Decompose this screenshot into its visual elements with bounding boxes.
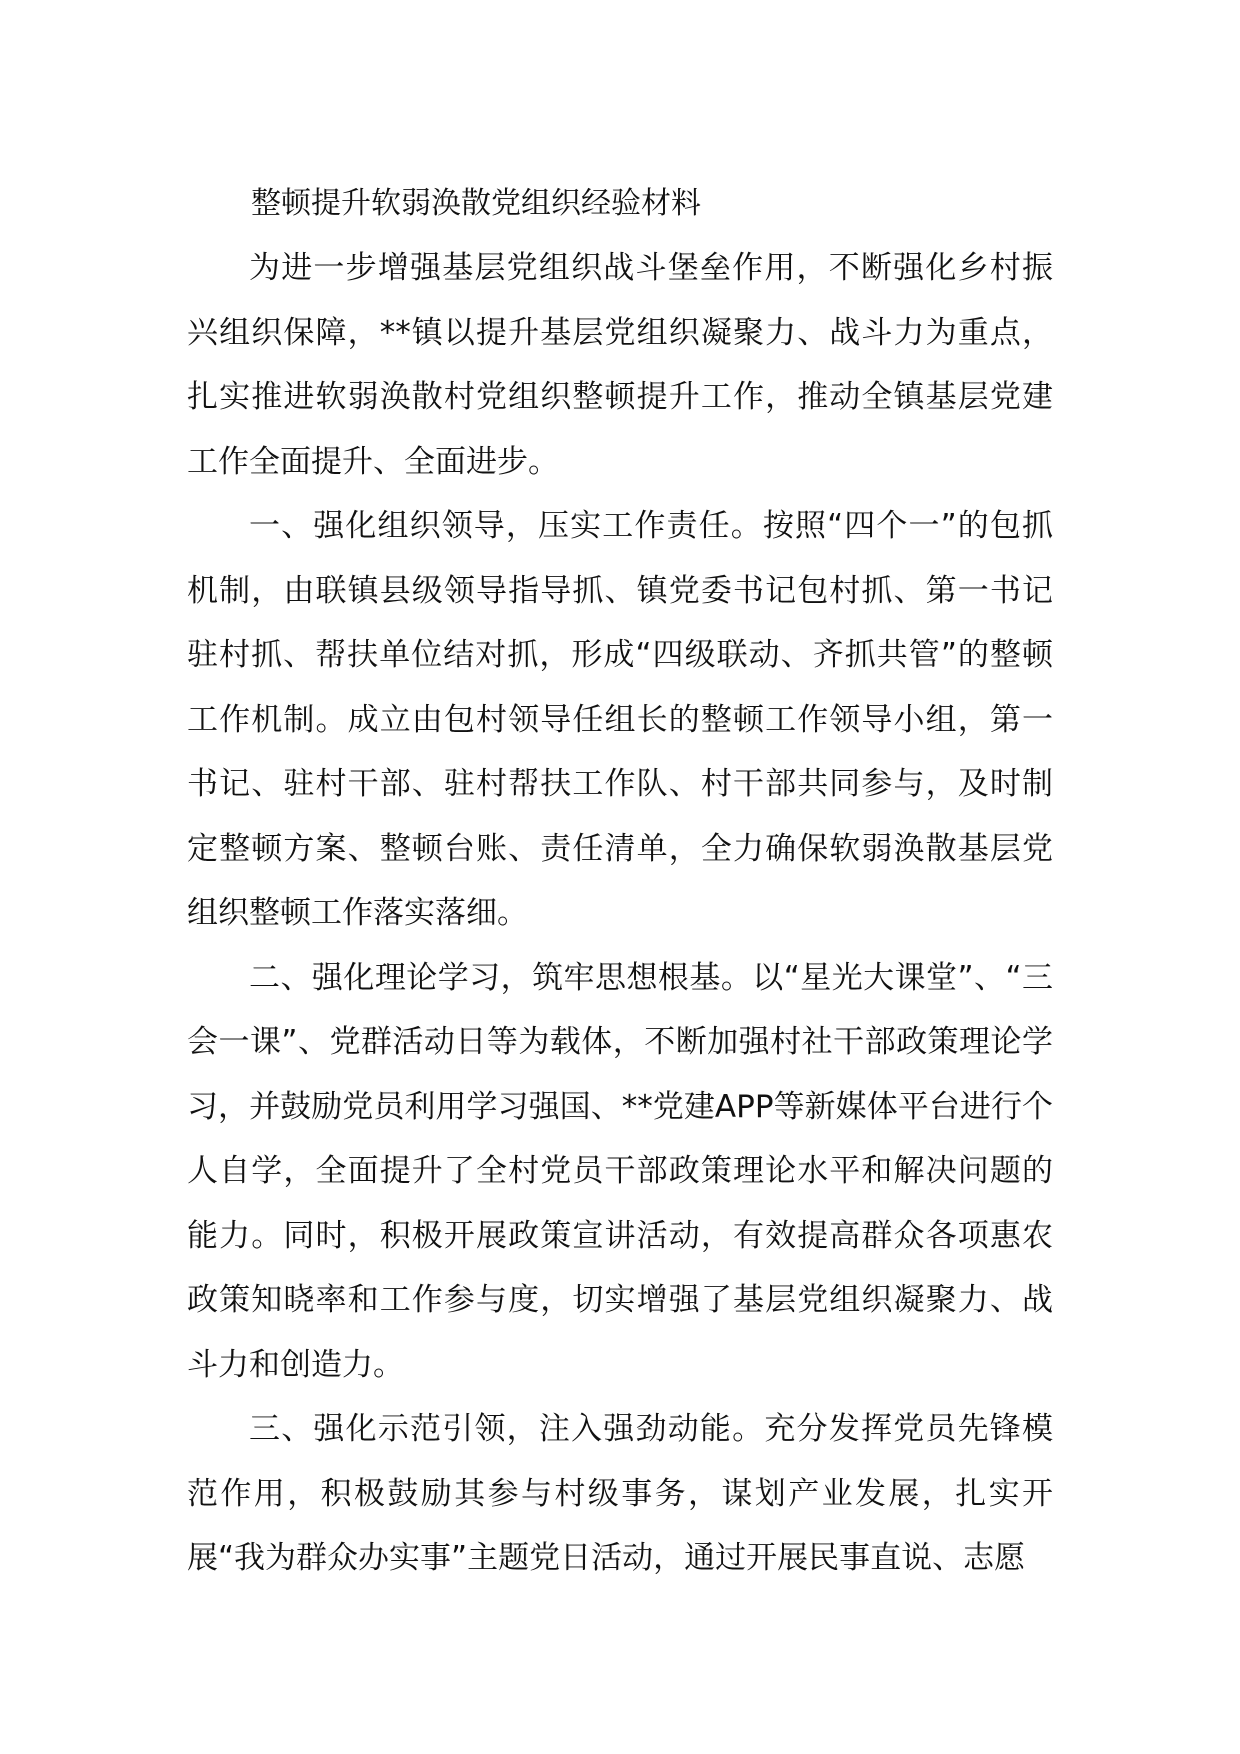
paragraph-section-1: 一、强化组织领导，压实工作责任。按照“四个一”的包抓机制，由联镇县级领导指导抓、镇党委书记包村抓、第一书记驻村抓、帮扶单位结对抓，形成“四级联动、齐抓共管”的整顿工作机制。成立由包村领导任组长的整顿工作领导小组，第一书记、驻村干部、驻村帮扶工作队、村干部共同参与，及时制定整顿方案、整顿台账、责任清单，全力确保软弱涣散基层党组织整顿工作落实落细。 [187,508,1053,931]
paragraph-intro: 为进一步增强基层党组织战斗堡垒作用，不断强化乡村振兴组织保障，**镇以提升基层党组织凝聚力、战斗力为重点，扎实推进软弱涣散村党组织整顿提升工作，推动全镇基层党建工作全面提升、全面进步。 [187,250,1053,480]
document-title: 整顿提升软弱涣散党组织经验材料 [251,186,701,221]
paragraph-section-3: 三、强化示范引领，注入强劲动能。充分发挥党员先锋模范作用，积极鼓励其参与村级事务，谋划产业发展，扎实开展“我为群众办实事”主题党日活动，通过开展民事直说、志愿 [187,1411,1053,1576]
paragraph-section-2: 二、强化理论学习，筑牢思想根基。以“星光大课堂”、“三会一课”、党群活动日等为载体，不断加强村社干部政策理论学习，并鼓励党员利用学习强国、**党建APP等新媒体平台进行个人自学，全面提升了全村党员干部政策理论水平和解决问题的能力。同时，积极开展政策宣讲活动，有效提高群众各项惠农政策知晓率和工作参与度，切实增强了基层党组织凝聚力、战斗力和创造力。 [187,959,1053,1383]
document-body [187,172,1053,1591]
